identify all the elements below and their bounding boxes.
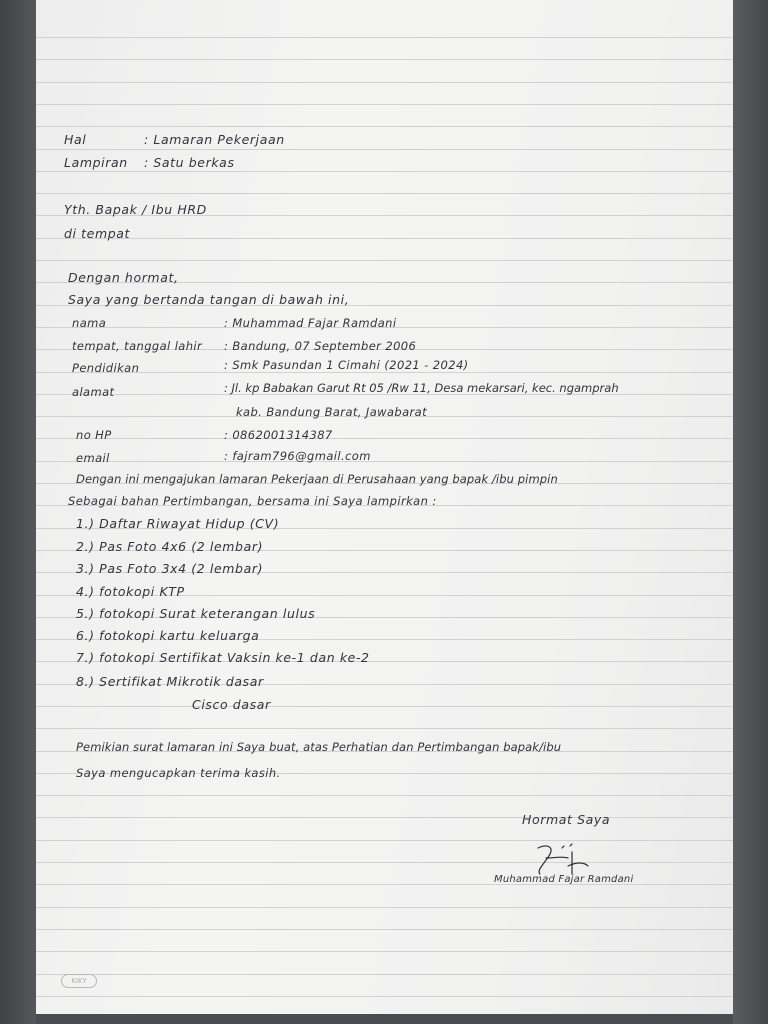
recipient-line-1: Yth. Bapak / Ibu HRD [64, 202, 207, 217]
ruled-line [36, 907, 733, 908]
ruled-line [36, 149, 733, 150]
ruled-line [36, 929, 733, 930]
field-value-pendidikan: : Smk Pasundan 1 Cimahi (2021 - 2024) [224, 358, 469, 372]
ruled-line [36, 862, 733, 863]
ruled-line [36, 951, 733, 952]
ruled-line [36, 193, 733, 194]
ruled-line [36, 706, 733, 707]
field-label-alamat: alamat [72, 385, 115, 399]
attachment-item-6: 6.) fotokopi kartu keluarga [76, 628, 260, 643]
field-value-nama: : Muhammad Fajar Ramdani [224, 316, 397, 330]
lampiran-value: : Satu berkas [144, 155, 235, 170]
body-line-1: Dengan ini mengajukan lamaran Pekerjaan di Perusahaan yang bapak /ibu pimpin [76, 472, 558, 486]
ruled-line [36, 171, 733, 172]
field-value-ttl: : Bandung, 07 September 2006 [224, 339, 417, 353]
field-label-nama: nama [72, 316, 107, 330]
ruled-line [36, 461, 733, 462]
attachment-item-8b: Cisco dasar [192, 697, 271, 712]
ruled-line [36, 59, 733, 60]
hal-label: Hal [64, 132, 87, 147]
ruled-line [36, 260, 733, 261]
sign-off: Hormat Saya [522, 812, 611, 827]
paper-brand-mark: KIKY [61, 974, 97, 988]
greeting: Dengan hormat, [68, 270, 179, 285]
attachment-item-8: 8.) Sertifikat Mikrotik dasar [76, 674, 264, 689]
ruled-line [36, 126, 733, 127]
closing-line-2: Saya mengucapkan terima kasih. [76, 766, 281, 780]
closing-line-1: Pemikian surat lamaran ini Saya buat, atas Perhatian dan Pertimbangan bapak/ibu [76, 740, 562, 754]
ruled-line [36, 817, 733, 818]
attachment-item-3: 3.) Pas Foto 3x4 (2 lembar) [76, 561, 264, 576]
hal-value: : Lamaran Pekerjaan [144, 132, 285, 147]
field-label-hp: no HP [76, 428, 112, 442]
field-value-email: : fajram796@gmail.com [224, 449, 371, 463]
field-value-alamat: : Jl. kp Babakan Garut Rt 05 /Rw 11, Desa mekarsari, kec. ngamprah [224, 381, 619, 395]
field-label-email: email [76, 451, 110, 465]
background-left [0, 0, 36, 1024]
ruled-line [36, 974, 733, 975]
attachment-item-7: 7.) fotokopi Sertifikat Vaksin ke-1 dan ke-2 [76, 650, 370, 665]
ruled-line [36, 728, 733, 729]
ruled-line [36, 996, 733, 997]
recipient-line-2: di tempat [64, 226, 131, 241]
intro-line: Saya yang bertanda tangan di bawah ini, [68, 292, 350, 307]
ruled-line [36, 840, 733, 841]
field-value-alamat-2: kab. Bandung Barat, Jawabarat [236, 405, 428, 419]
lampiran-label: Lampiran [64, 155, 128, 170]
attachment-item-4: 4.) fotokopi KTP [76, 584, 185, 599]
field-label-pendidikan: Pendidikan [72, 361, 140, 375]
field-value-hp: : 0862001314387 [224, 428, 333, 442]
attachment-item-5: 5.) fotokopi Surat keterangan lulus [76, 606, 316, 621]
attachment-item-1: 1.) Daftar Riwayat Hidup (CV) [76, 516, 280, 531]
field-label-ttl: tempat, tanggal lahir [72, 339, 203, 353]
ruled-line [36, 238, 733, 239]
background-right [733, 0, 768, 1024]
ruled-line [36, 795, 733, 796]
ruled-line [36, 82, 733, 83]
ruled-line [36, 438, 733, 439]
ruled-line [36, 104, 733, 105]
letter-paper [36, 0, 733, 1014]
signer-name: Muhammad Fajar Ramdani [494, 874, 634, 885]
attachment-item-2: 2.) Pas Foto 4x6 (2 lembar) [76, 539, 264, 554]
body-line-2: Sebagai bahan Pertimbangan, bersama ini Saya lampirkan : [68, 494, 437, 508]
ruled-line [36, 372, 733, 373]
ruled-line [36, 37, 733, 38]
